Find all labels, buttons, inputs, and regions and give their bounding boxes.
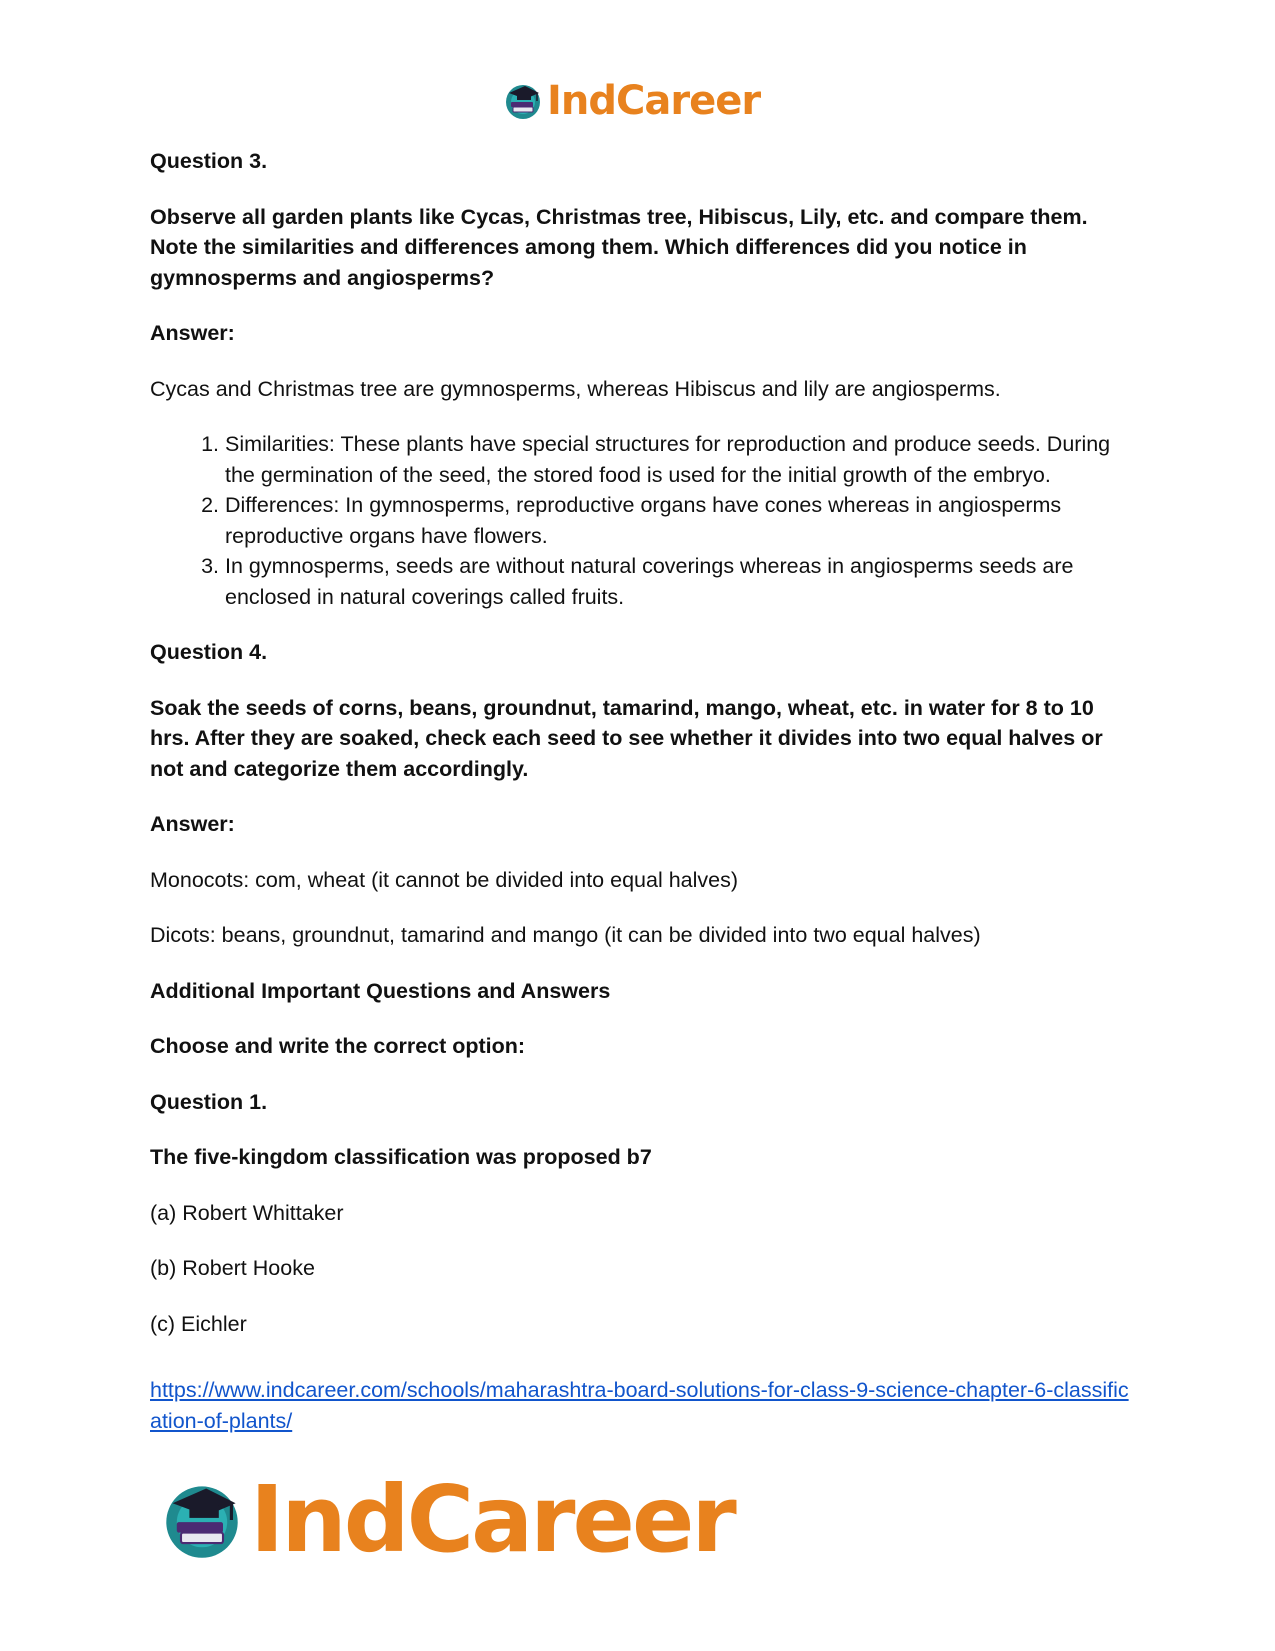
list-item: 2. Differences: In gymnosperms, reproductive organs have cones whereas in angiosperms reproductive organs have flowers. bbox=[225, 490, 1130, 551]
question-3-answer-list bbox=[150, 429, 1130, 612]
graduation-cap-book-icon bbox=[160, 1478, 244, 1562]
additional-question-1-text: The five-kingdom classification was proposed b7 bbox=[150, 1145, 652, 1169]
graduation-cap-book-icon bbox=[503, 81, 543, 121]
option-c: (c) Eichler bbox=[150, 1311, 247, 1336]
brand-name: IndCareer bbox=[547, 78, 761, 124]
brand-name: IndCareer bbox=[250, 1466, 734, 1573]
list-item: 3. In gymnosperms, seeds are without natural coverings whereas in angiosperms seeds are enclosed in natural coverings called fruits. bbox=[225, 551, 1130, 612]
question-4-heading: Question 4. bbox=[150, 640, 268, 664]
question-4-text: Soak the seeds of corns, beans, groundnut, tamarind, mango, wheat, etc. in water for 8 to 10 hrs. After they are soaked, check each seed to see whether it divides into two equal halves or not and categorize them accordingly. bbox=[150, 695, 1103, 781]
question-4-dicots: Dicots: beans, groundnut, tamarind and mango (it can be divided into two equal halves) bbox=[150, 923, 981, 947]
option-b: (b) Robert Hooke bbox=[150, 1256, 315, 1280]
header-logo bbox=[503, 78, 760, 124]
question-3-answer-intro: Cycas and Christmas tree are gymnosperms, whereas Hibiscus and lily are angiosperms. bbox=[150, 376, 1001, 401]
question-3-text: Observe all garden plants like Cycas, Christmas tree, Hibiscus, Lily, etc. and compare them. Note the similarities and differences among them. Which differences did you notice in gymnosperms and angiosperms? bbox=[150, 204, 1088, 290]
footer-logo bbox=[160, 1466, 734, 1573]
question-4-answer-label: Answer: bbox=[150, 812, 235, 836]
additional-questions-heading: Additional Important Questions and Answers bbox=[150, 978, 611, 1003]
question-4-monocots: Monocots: com, wheat (it cannot be divided into equal halves) bbox=[150, 867, 738, 892]
document-body bbox=[150, 146, 1130, 1461]
additional-question-1-heading: Question 1. bbox=[150, 1089, 268, 1114]
list-item: 1. Similarities: These plants have special structures for reproduction and produce seeds. During the germination of the seed, the stored food is used for the initial growth of the embryo. bbox=[225, 429, 1130, 490]
choose-option-heading: Choose and write the correct option: bbox=[150, 1034, 526, 1058]
question-3-heading: Question 3. bbox=[150, 149, 268, 173]
question-3-answer-label: Answer: bbox=[150, 321, 235, 345]
option-a: (a) Robert Whittaker bbox=[150, 1200, 344, 1225]
source-link[interactable]: https://www.indcareer.com/schools/maharashtra-board-solutions-for-class-9-science-chapter-6-classification-of-plants/ bbox=[150, 1378, 1129, 1433]
